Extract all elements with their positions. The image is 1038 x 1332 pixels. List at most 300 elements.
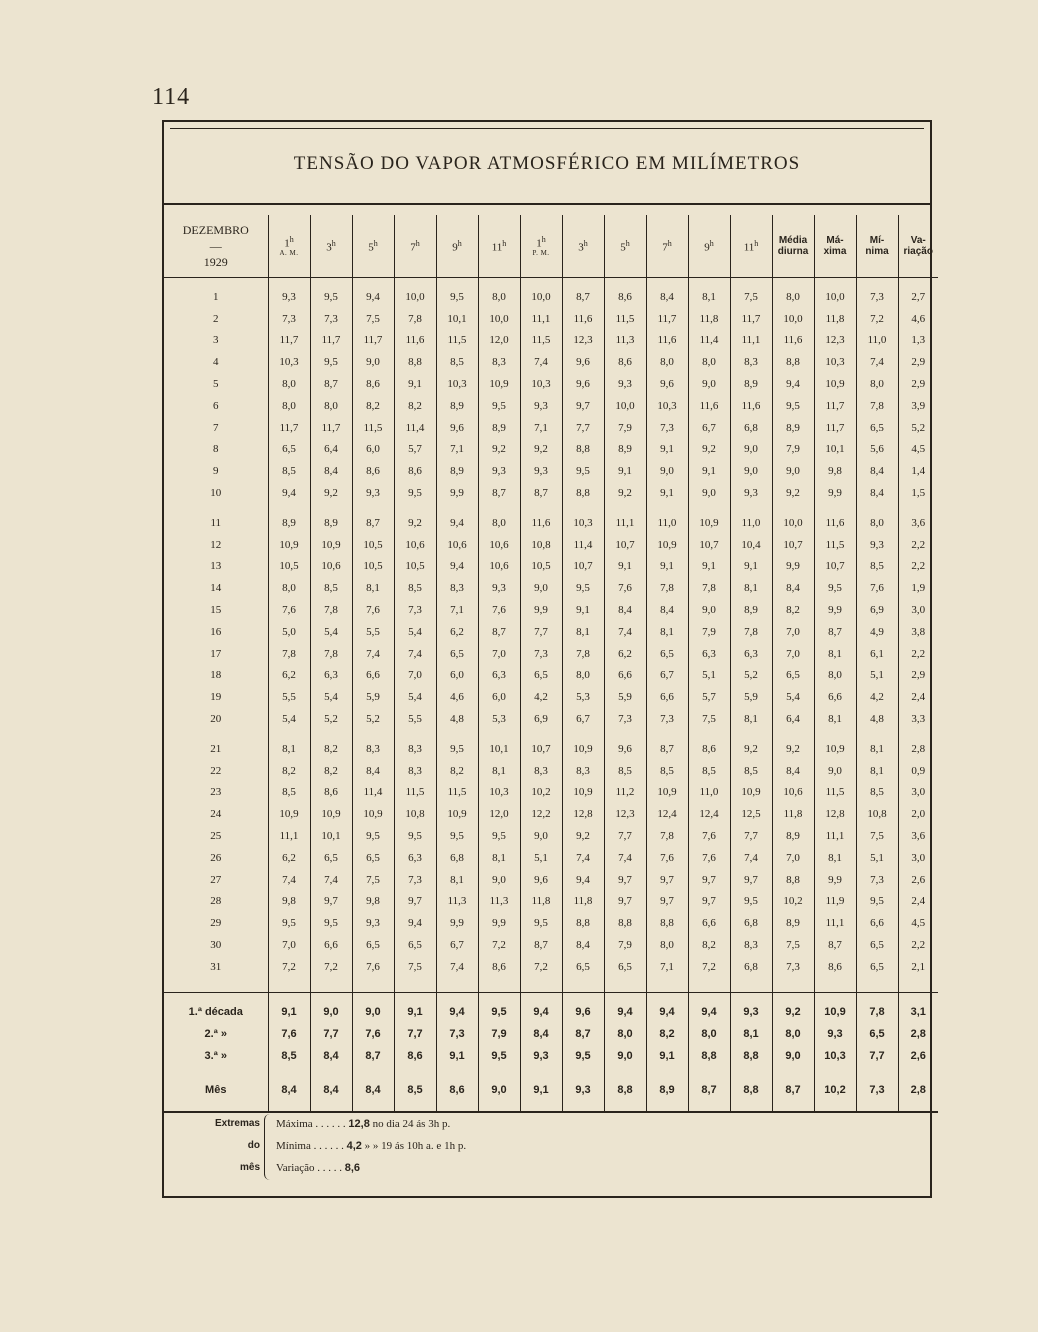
- cell: 7,6: [268, 1023, 310, 1045]
- cell: 9,0: [604, 1045, 646, 1067]
- cell: 6,6: [646, 686, 688, 708]
- cell: 9,2: [772, 738, 814, 760]
- cell: 9,9: [520, 599, 562, 621]
- row-label: 10: [210, 487, 222, 500]
- extreme-min-label: Mínima . . . . . .: [276, 1140, 344, 1152]
- row-label: 1.ª década: [188, 1005, 243, 1018]
- cell: 2,2: [898, 934, 938, 956]
- header-hour-sup: h: [457, 238, 462, 248]
- cell: 8,7: [478, 482, 520, 504]
- cell: 8,5: [688, 760, 730, 782]
- cell: 3,0: [898, 782, 938, 804]
- cell: 6,3: [730, 643, 772, 665]
- spacer-cell: [268, 504, 310, 512]
- cell: 5,2: [730, 665, 772, 687]
- header-hour-value: 7: [662, 241, 668, 254]
- cell: 9,5: [436, 825, 478, 847]
- cell: 12,0: [478, 803, 520, 825]
- spacer-cell: [478, 1101, 520, 1112]
- extreme-var-value: 8,6: [344, 1162, 361, 1174]
- table-row: [164, 417, 938, 439]
- cell: 2,9: [898, 373, 938, 395]
- cell: 6,3: [478, 665, 520, 687]
- header-hour-value: 1: [284, 237, 290, 250]
- cell: 7,3: [268, 308, 310, 330]
- cell: 7,8: [310, 599, 352, 621]
- spacer-cell: [164, 1067, 268, 1079]
- spacer-cell: [562, 730, 604, 738]
- spacer-cell: [772, 992, 814, 1001]
- cell: 5,4: [394, 686, 436, 708]
- cell: 7,8: [646, 825, 688, 847]
- spacer-row: [164, 1067, 938, 1079]
- cell: 7,3: [604, 708, 646, 730]
- cell: 5,2: [352, 708, 394, 730]
- header-minima: [856, 215, 898, 278]
- cell: 8,9: [478, 417, 520, 439]
- spacer-cell: [814, 504, 856, 512]
- cell: 5,9: [352, 686, 394, 708]
- cell: 1,3: [898, 330, 938, 352]
- table-row: [164, 934, 938, 956]
- header-hour-value: 3: [326, 241, 332, 254]
- table-row: [164, 621, 938, 643]
- row-label: 27: [210, 873, 222, 886]
- cell: 7,4: [352, 643, 394, 665]
- cell: 5,4: [772, 686, 814, 708]
- spacer-cell: [520, 278, 562, 287]
- spacer-cell: [814, 1067, 856, 1079]
- spacer-cell: [394, 278, 436, 287]
- cell: 11,5: [436, 330, 478, 352]
- cell: 9,2: [394, 512, 436, 534]
- cell: 9,3: [520, 395, 562, 417]
- cell: 8,4: [310, 1079, 352, 1101]
- cell: 7,8: [562, 643, 604, 665]
- cell: 8,8: [394, 351, 436, 373]
- cell: 5,5: [394, 708, 436, 730]
- cell: 9,7: [604, 891, 646, 913]
- table-row: [164, 760, 938, 782]
- cell: 7,7: [730, 825, 772, 847]
- cell: 11,6: [772, 330, 814, 352]
- table-row: [164, 556, 938, 578]
- cell: 8,9: [730, 599, 772, 621]
- cell: 5,7: [688, 686, 730, 708]
- cell: 9,7: [646, 891, 688, 913]
- cell: 9,1: [646, 556, 688, 578]
- cell: 11,6: [814, 512, 856, 534]
- cell: 4,2: [520, 686, 562, 708]
- spacer-cell: [646, 992, 688, 1001]
- cell: 11,5: [394, 782, 436, 804]
- cell: 10,1: [814, 439, 856, 461]
- cell: 6,0: [478, 686, 520, 708]
- table-row: [164, 803, 938, 825]
- cell: 8,9: [772, 417, 814, 439]
- cell: 8,2: [394, 395, 436, 417]
- extreme-max-row: [276, 1118, 450, 1130]
- cell: 8,8: [772, 351, 814, 373]
- cell: 8,9: [772, 825, 814, 847]
- spacer-cell: [814, 1101, 856, 1112]
- cell: 10,1: [478, 738, 520, 760]
- cell: 11,7: [310, 417, 352, 439]
- table-row: [164, 373, 938, 395]
- row-label: 22: [210, 764, 222, 777]
- cell: 8,5: [394, 577, 436, 599]
- spacer-cell: [730, 992, 772, 1001]
- row-label: 5: [213, 378, 219, 391]
- cell: 9,4: [268, 482, 310, 504]
- cell: 6,5: [352, 934, 394, 956]
- header-hour-value: 5: [368, 241, 374, 254]
- spacer-cell: [394, 730, 436, 738]
- cell: 8,4: [856, 460, 898, 482]
- cell: 9,1: [646, 1045, 688, 1067]
- cell: 6,5: [394, 934, 436, 956]
- row-label: 12: [210, 538, 222, 551]
- cell: 11,7: [352, 330, 394, 352]
- cell: 7,5: [352, 869, 394, 891]
- cell: 2,6: [898, 869, 938, 891]
- cell: 6,4: [310, 439, 352, 461]
- cell: 9,9: [814, 482, 856, 504]
- cell: 9,4: [646, 1001, 688, 1023]
- header-hour-3: [352, 215, 394, 278]
- cell: 9,4: [688, 1001, 730, 1023]
- title-separator: [164, 203, 930, 205]
- spacer-cell: [520, 992, 562, 1001]
- spacer-cell: [772, 504, 814, 512]
- cell: 8,9: [436, 460, 478, 482]
- cell: 8,4: [772, 760, 814, 782]
- cell: 9,2: [562, 825, 604, 847]
- cell: 8,6: [604, 351, 646, 373]
- cell: 6,8: [730, 417, 772, 439]
- cell: 10,0: [814, 286, 856, 308]
- cell: 11,6: [730, 395, 772, 417]
- cell: 11,2: [604, 782, 646, 804]
- spacer-cell: [268, 1067, 310, 1079]
- extreme-max-label: Máxima . . . . . .: [276, 1118, 346, 1130]
- cell: 9,3: [478, 577, 520, 599]
- cell: 8,7: [352, 1045, 394, 1067]
- cell: 5,3: [478, 708, 520, 730]
- table-row: [164, 460, 938, 482]
- spacer-row: [164, 992, 938, 1001]
- extreme-var-row: [276, 1162, 360, 1174]
- cell: 9,3: [562, 1079, 604, 1101]
- spacer-cell: [352, 1101, 394, 1112]
- spacer-cell: [164, 992, 268, 1001]
- cell: 9,5: [310, 351, 352, 373]
- cell: 8,7: [562, 1023, 604, 1045]
- header-hour-value: 7: [410, 241, 416, 254]
- header-hour-1: [268, 215, 310, 278]
- row-label: 18: [210, 669, 222, 682]
- cell: 9,1: [268, 1001, 310, 1023]
- cell: 6,1: [856, 643, 898, 665]
- spacer-cell: [520, 1067, 562, 1079]
- cell: 9,3: [520, 1045, 562, 1067]
- cell: 8,0: [814, 665, 856, 687]
- cell: 8,0: [562, 665, 604, 687]
- cell: 7,6: [352, 956, 394, 978]
- extremes-label-2: do: [247, 1140, 260, 1151]
- cell: 10,5: [352, 556, 394, 578]
- cell: 8,8: [604, 912, 646, 934]
- cell: 6,6: [688, 912, 730, 934]
- spacer-cell: [352, 504, 394, 512]
- cell: 10,9: [688, 512, 730, 534]
- cell: 7,7: [856, 1045, 898, 1067]
- cell: 8,8: [562, 439, 604, 461]
- cell: 11,8: [562, 891, 604, 913]
- cell: 9,3: [604, 373, 646, 395]
- cell: 9,2: [772, 1001, 814, 1023]
- cell: 5,0: [268, 621, 310, 643]
- cell: 11,7: [268, 417, 310, 439]
- cell: 11,9: [814, 891, 856, 913]
- cell: 7,0: [772, 643, 814, 665]
- cell: 7,3: [646, 417, 688, 439]
- cell: 10,9: [478, 373, 520, 395]
- cell: 8,5: [394, 1079, 436, 1101]
- cell: 8,2: [310, 738, 352, 760]
- header-minima-line1: Mí-: [869, 235, 885, 246]
- cell: 9,4: [772, 373, 814, 395]
- cell: 8,0: [310, 395, 352, 417]
- cell: 7,4: [436, 956, 478, 978]
- spacer-row: [164, 504, 938, 512]
- spacer-cell: [436, 992, 478, 1001]
- cell: 9,4: [436, 512, 478, 534]
- cell: 8,7: [520, 482, 562, 504]
- cell: 9,4: [352, 286, 394, 308]
- spacer-cell: [730, 978, 772, 993]
- cell: 8,6: [394, 1045, 436, 1067]
- cell: 11,1: [814, 912, 856, 934]
- header-maxima-line1: Má-: [826, 235, 844, 246]
- row-label: 23: [210, 786, 222, 799]
- cell: 6,4: [772, 708, 814, 730]
- cell: 7,2: [688, 956, 730, 978]
- cell: 8,8: [730, 1045, 772, 1067]
- cell: 8,6: [352, 373, 394, 395]
- cell: 9,9: [814, 869, 856, 891]
- spacer-cell: [478, 978, 520, 993]
- spacer-cell: [730, 504, 772, 512]
- cell: 8,0: [268, 395, 310, 417]
- cell: 9,7: [604, 869, 646, 891]
- cell: 11,4: [562, 534, 604, 556]
- cell: 11,5: [604, 308, 646, 330]
- cell: 9,0: [730, 439, 772, 461]
- header-hour-sup: h: [583, 238, 588, 248]
- cell: 12,3: [814, 330, 856, 352]
- spacer-cell: [478, 730, 520, 738]
- cell: 7,4: [268, 869, 310, 891]
- cell: 8,4: [772, 577, 814, 599]
- cell: 7,8: [688, 577, 730, 599]
- cell: 7,3: [520, 643, 562, 665]
- cell: 7,6: [856, 577, 898, 599]
- spacer-cell: [562, 992, 604, 1001]
- spacer-cell: [352, 978, 394, 993]
- cell: 9,1: [688, 460, 730, 482]
- cell: 6,6: [310, 934, 352, 956]
- cell: 4,6: [898, 308, 938, 330]
- cell: 11,5: [436, 782, 478, 804]
- spacer-cell: [604, 278, 646, 287]
- spacer-cell: [478, 504, 520, 512]
- cell: 8,5: [436, 351, 478, 373]
- cell: 9,1: [394, 373, 436, 395]
- cell: 9,8: [352, 891, 394, 913]
- cell: 11,8: [520, 891, 562, 913]
- header-hour-value: 11: [491, 241, 503, 254]
- cell: 7,6: [352, 1023, 394, 1045]
- cell: 3,0: [898, 599, 938, 621]
- cell: 9,5: [478, 395, 520, 417]
- cell: 10,9: [268, 534, 310, 556]
- row-label: 28: [210, 895, 222, 908]
- cell: 10,6: [310, 556, 352, 578]
- table-row: [164, 395, 938, 417]
- cell: 8,1: [352, 577, 394, 599]
- cell: 7,0: [394, 665, 436, 687]
- cell: 12,8: [562, 803, 604, 825]
- cell: 7,4: [604, 847, 646, 869]
- cell: 6,5: [604, 956, 646, 978]
- spacer-cell: [310, 730, 352, 738]
- cell: 12,8: [814, 803, 856, 825]
- cell: 8,6: [436, 1079, 478, 1101]
- cell: 8,1: [646, 621, 688, 643]
- spacer-cell: [394, 978, 436, 993]
- table-row: [164, 534, 938, 556]
- cell: 8,8: [688, 1045, 730, 1067]
- cell: 3,3: [898, 708, 938, 730]
- cell: 8,6: [478, 956, 520, 978]
- cell: 8,3: [730, 351, 772, 373]
- cell: 10,7: [772, 534, 814, 556]
- cell: 11,7: [730, 308, 772, 330]
- cell: 9,0: [772, 1045, 814, 1067]
- cell: 8,3: [520, 760, 562, 782]
- cell: 3,6: [898, 512, 938, 534]
- spacer-cell: [856, 978, 898, 993]
- cell: 8,2: [646, 1023, 688, 1045]
- cell: 9,2: [730, 738, 772, 760]
- spacer-cell: [394, 1101, 436, 1112]
- cell: 8,1: [730, 577, 772, 599]
- vapor-table: [164, 215, 938, 1113]
- cell: 10,3: [562, 512, 604, 534]
- spacer-cell: [772, 730, 814, 738]
- summary-row: [164, 1001, 938, 1023]
- cell: 9,5: [772, 395, 814, 417]
- spacer-cell: [164, 730, 268, 738]
- cell: 6,8: [730, 912, 772, 934]
- spacer-cell: [310, 504, 352, 512]
- cell: 9,5: [814, 577, 856, 599]
- cell: 8,7: [688, 1079, 730, 1101]
- cell: 10,9: [814, 1001, 856, 1023]
- header-variacao-line2: riação: [903, 246, 933, 257]
- cell: 8,1: [688, 286, 730, 308]
- cell: 7,8: [646, 577, 688, 599]
- cell: 6,6: [814, 686, 856, 708]
- cell: 8,3: [562, 760, 604, 782]
- spacer-cell: [268, 278, 310, 287]
- spacer-cell: [646, 730, 688, 738]
- cell: 7,3: [772, 956, 814, 978]
- cell: 2,2: [898, 643, 938, 665]
- row-label: 14: [210, 582, 222, 595]
- cell: 7,6: [688, 825, 730, 847]
- cell: 8,8: [730, 1079, 772, 1101]
- cell: 8,0: [604, 1023, 646, 1045]
- cell: 7,8: [394, 308, 436, 330]
- cell: 11,5: [814, 534, 856, 556]
- cell: 9,6: [604, 738, 646, 760]
- cell: 9,3: [814, 1023, 856, 1045]
- cell: 7,0: [772, 847, 814, 869]
- cell: 9,0: [352, 351, 394, 373]
- cell: 7,4: [856, 351, 898, 373]
- spacer-cell: [814, 992, 856, 1001]
- cell: 7,9: [772, 439, 814, 461]
- cell: 10,3: [520, 373, 562, 395]
- cell: 9,3: [352, 482, 394, 504]
- cell: 10,8: [394, 803, 436, 825]
- cell: 4,6: [436, 686, 478, 708]
- extreme-min-note: » » 19 ás 10h a. e 1h p.: [364, 1140, 467, 1152]
- cell: 11,6: [646, 330, 688, 352]
- cell: 7,2: [268, 956, 310, 978]
- cell: 9,5: [310, 912, 352, 934]
- spacer-cell: [814, 278, 856, 287]
- row-label: 3.ª »: [204, 1049, 227, 1062]
- cell: 6,5: [436, 643, 478, 665]
- spacer-cell: [562, 978, 604, 993]
- cell: 11,7: [646, 308, 688, 330]
- cell: 7,7: [394, 1023, 436, 1045]
- cell: 11,6: [562, 308, 604, 330]
- cell: 11,7: [268, 330, 310, 352]
- cell: 9,7: [646, 869, 688, 891]
- header-hour-10: [646, 215, 688, 278]
- cell: 2,9: [898, 351, 938, 373]
- header-hour-value: 9: [704, 241, 710, 254]
- spacer-cell: [352, 992, 394, 1001]
- header-maxima: [814, 215, 856, 278]
- cell: 6,2: [436, 621, 478, 643]
- cell: 9,5: [310, 286, 352, 308]
- cell: 6,3: [394, 847, 436, 869]
- cell: 7,0: [772, 621, 814, 643]
- cell: 8,9: [604, 439, 646, 461]
- cell: 10,1: [436, 308, 478, 330]
- extremes-brace: [264, 1114, 273, 1180]
- table-row: [164, 577, 938, 599]
- cell: 7,5: [688, 708, 730, 730]
- cell: 8,0: [688, 1023, 730, 1045]
- cell: 10,9: [730, 782, 772, 804]
- cell: 9,4: [562, 869, 604, 891]
